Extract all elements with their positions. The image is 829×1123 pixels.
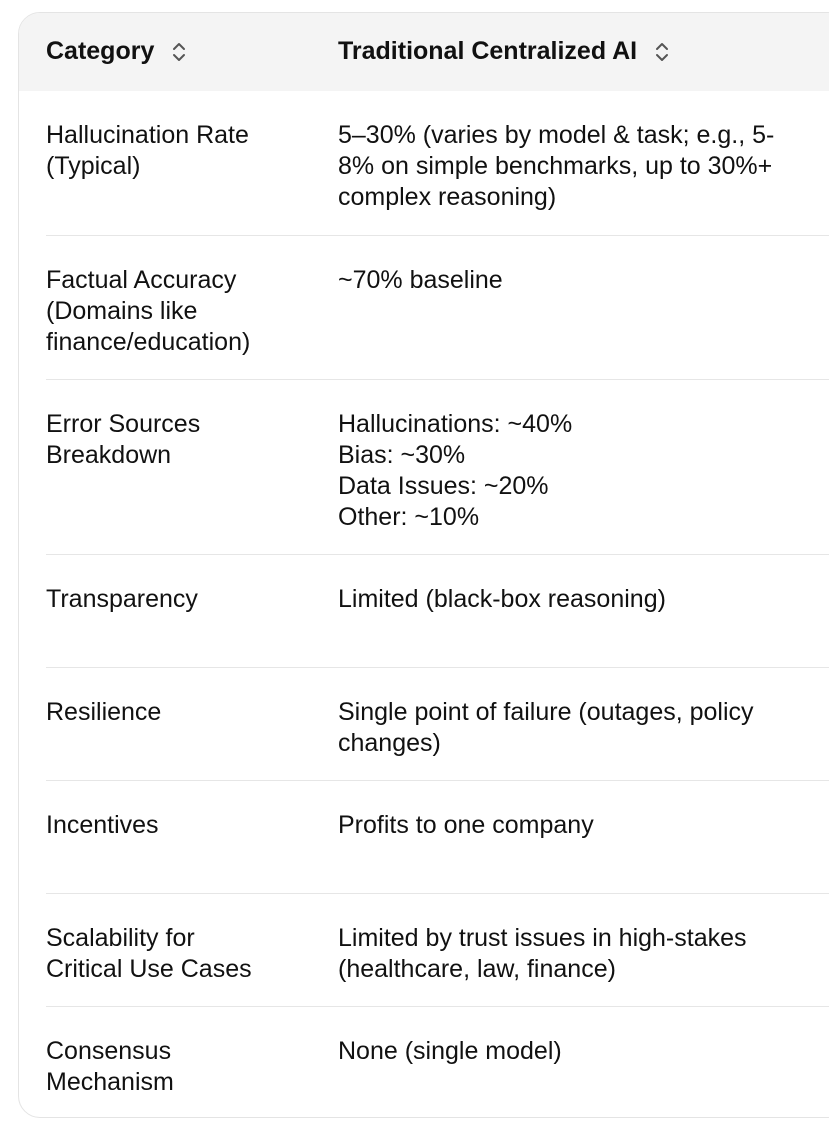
column-header-label: Traditional Centralized AI xyxy=(338,37,638,65)
category-cell: Incentives xyxy=(46,811,159,839)
value-cell: Limited by trust issues in high-stakes (healthcare, law, finance) xyxy=(338,924,747,983)
table-row xyxy=(19,91,829,236)
category-cell: Consensus Mechanism xyxy=(46,1037,174,1096)
category-cell: Factual Accuracy (Domains like finance/education) xyxy=(46,266,251,356)
column-header-traditional-ai[interactable] xyxy=(338,37,669,66)
value-cell: Hallucinations: ~40% Bias: ~30% Data Issues: ~20% Other: ~10% xyxy=(338,410,573,531)
category-cell: Error Sources Breakdown xyxy=(46,410,201,469)
category-cell: Transparency xyxy=(46,585,198,613)
table-row xyxy=(19,668,829,781)
category-cell: Scalability for Critical Use Cases xyxy=(46,924,252,983)
table-row xyxy=(19,1007,829,1117)
sort-updown-icon[interactable] xyxy=(655,41,669,63)
value-cell: Profits to one company xyxy=(338,811,594,839)
table-header xyxy=(19,13,829,91)
value-cell: Single point of failure (outages, policy changes) xyxy=(338,698,754,757)
table-row xyxy=(19,894,829,1007)
column-header-label: Category xyxy=(46,37,155,65)
value-cell: Limited (black-box reasoning) xyxy=(338,585,666,613)
sort-updown-icon[interactable] xyxy=(172,41,186,63)
table-row xyxy=(19,555,829,668)
value-cell: None (single model) xyxy=(338,1037,562,1065)
category-cell: Hallucination Rate (Typical) xyxy=(46,121,249,180)
value-cell: ~70% baseline xyxy=(338,266,503,294)
value-cell: 5–30% (varies by model & task; e.g., 5- 8% on simple benchmarks, up to 30%+ complex reasoning) xyxy=(338,121,775,211)
table-row xyxy=(19,781,829,894)
comparison-table xyxy=(18,12,829,1118)
column-header-category[interactable] xyxy=(46,37,186,66)
table-row xyxy=(19,380,829,555)
table-row xyxy=(19,236,829,380)
category-cell: Resilience xyxy=(46,698,162,726)
